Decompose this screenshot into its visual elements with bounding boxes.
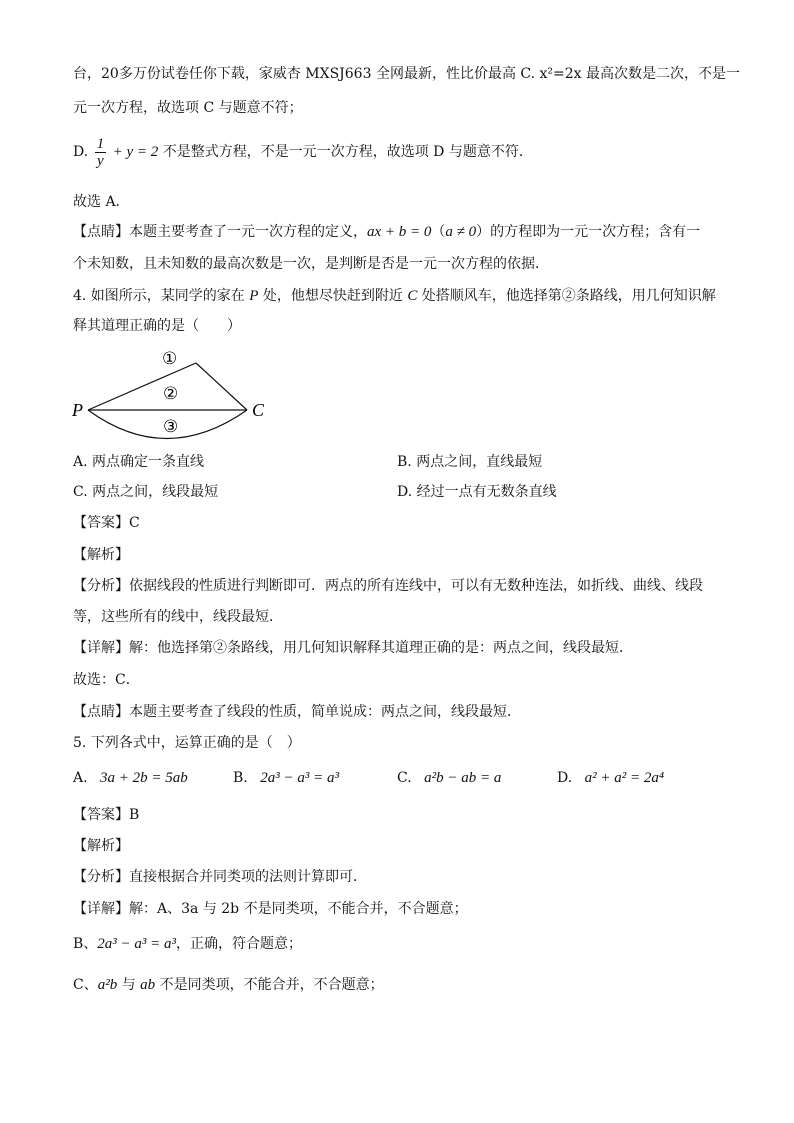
text-line: 等，这些所有的线中，线段最短．	[73, 609, 283, 625]
math-expression: ax + b = 0	[367, 224, 432, 240]
option-b: B. 两点之间，直线最短	[397, 454, 543, 470]
fraction	[95, 136, 107, 169]
text-line: 【分析】依据线段的性质进行判断即可．两点的所有连线中，可以有无数种连法，如折线、曲线、线段	[73, 578, 703, 594]
math-expression: 2a³ − a³ = a³	[97, 936, 177, 952]
math-expression: P	[249, 288, 259, 304]
answer: 【答案】B	[73, 807, 140, 823]
text-line: 元一次方程，故选项 C 与题意不符；	[73, 100, 303, 116]
route-1-line	[88, 363, 196, 410]
route-3-label: ③	[163, 417, 179, 436]
math-expression: a²b − ab = a	[424, 770, 502, 786]
text-line: 台，20多万份试卷任你下载，家威杏 MXSJ663 全网最新，性比价最高 C. x²=2x 最高次数是二次，不是一	[73, 66, 740, 82]
text: 【点睛】本题主要考查了一元一次方程的定义，	[73, 224, 367, 240]
math-expression: ab	[140, 977, 156, 993]
q5-option-c	[397, 768, 501, 788]
analysis-heading: 【解析】	[73, 838, 129, 854]
q5-option-b	[233, 768, 339, 788]
option-d: D. 经过一点有无数条直线	[397, 484, 557, 500]
route-1-line	[196, 363, 247, 410]
math-expression: a² + a² = 2a⁴	[584, 770, 665, 786]
text: 处，他想尽快赶到附近	[258, 288, 408, 304]
text: 与	[117, 977, 141, 993]
text: 不是同类项，不能合并，不合题意；	[155, 977, 384, 993]
text-line: 【详解】解：他选择第②条路线，用几何知识解释其道理正确的是：两点之间，线段最短．	[73, 640, 633, 656]
detail-line-c	[73, 975, 384, 995]
option-a: A. 两点确定一条直线	[73, 454, 205, 470]
q5-option-d	[557, 768, 664, 788]
comment-line	[73, 222, 700, 242]
question-5: 5. 下列各式中，运算正确的是（ ）	[73, 735, 301, 751]
answer: 【答案】C	[73, 515, 140, 531]
fraction-denominator: y	[97, 152, 104, 169]
text-line: 故选 A．	[73, 194, 130, 210]
text-line: 释其道理正确的是（ ）	[73, 318, 241, 334]
math-expression: C	[407, 288, 418, 304]
point-p-label: P	[72, 400, 83, 420]
text: ）的方程即为一元一次方程；含有一	[476, 224, 701, 240]
question-4	[73, 286, 716, 306]
text: C、	[73, 977, 98, 993]
text: ，正确，符合题意；	[176, 936, 303, 952]
text: B、	[73, 936, 98, 952]
math-expression: + y = 2	[112, 144, 159, 160]
detail-line-b	[73, 934, 302, 954]
option-label: D.	[557, 770, 573, 786]
option-c: C. 两点之间，线段最短	[73, 484, 219, 500]
text-line: 【点睛】本题主要考查了线段的性质，简单说成：两点之间，线段最短．	[73, 704, 521, 720]
fraction-numerator: 1	[96, 135, 105, 152]
analysis-heading: 【解析】	[73, 547, 129, 563]
text-line: 【详解】解：A、3a 与 2b 不是同类项，不能合并，不合题意；	[73, 901, 468, 917]
text-line: 个未知数，且未知数的最高次数是一次，是判断是否是一元一次方程的依据．	[73, 256, 549, 272]
option-label: C.	[397, 770, 412, 786]
text: 不是整式方程，不是一元一次方程，故选项 D 与题意不符．	[162, 144, 533, 160]
option-label: B.	[233, 770, 248, 786]
point-c-label: C	[252, 400, 265, 420]
math-expression: a ≠ 0	[445, 224, 477, 240]
math-expression: 2a³ − a³ = a³	[260, 770, 339, 786]
math-expression: a²b	[97, 977, 118, 993]
math-expression: 3a + 2b = 5ab	[100, 770, 188, 786]
route-1-label: ①	[162, 349, 178, 368]
text-line: 【分析】直接根据合并同类项的法则计算即可．	[73, 869, 367, 885]
text-line: 故选：C．	[73, 672, 140, 688]
text: （	[431, 224, 446, 240]
q5-option-a	[73, 768, 188, 788]
text: 处搭顺风车，他选择第②条路线，用几何知识解	[417, 288, 716, 304]
text: 4. 如图所示，某同学的家在	[73, 288, 250, 304]
option-label: A.	[73, 770, 88, 786]
route-diagram	[66, 343, 286, 443]
option-label: D.	[73, 144, 89, 160]
option-d-explanation	[73, 132, 533, 172]
route-2-label: ②	[163, 384, 179, 403]
